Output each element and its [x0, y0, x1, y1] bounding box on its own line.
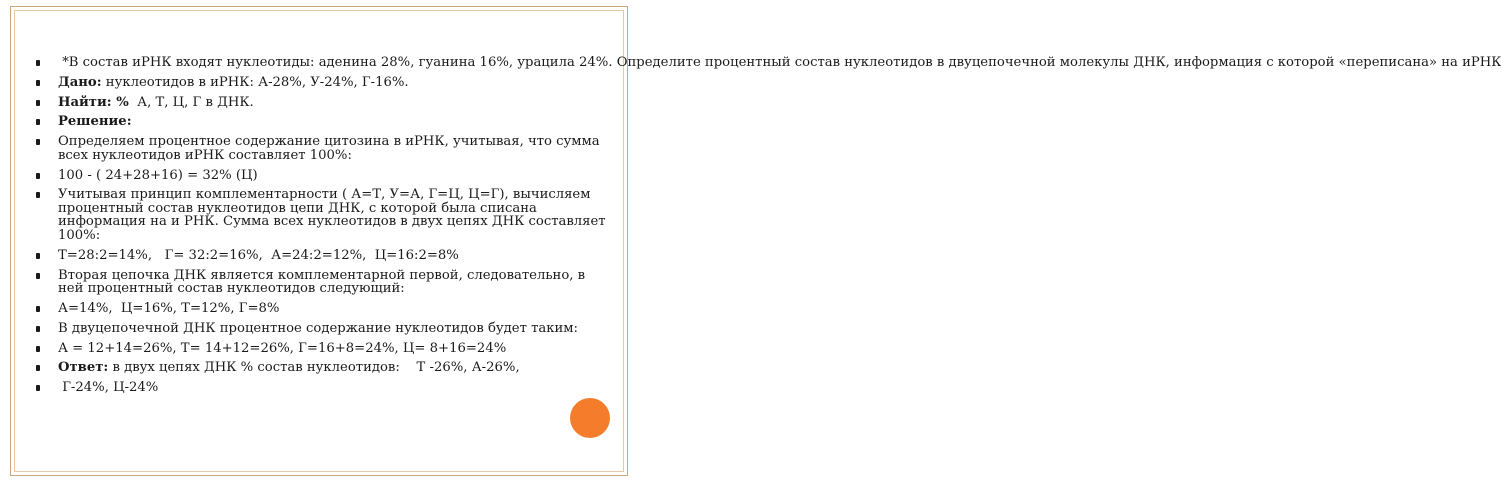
bullet-calc-2	[34, 249, 608, 263]
bullet-calc-1	[34, 169, 608, 183]
calc-4-text: А = 12+14=26%, Т= 14+12=26%, Г=16+8=24%, Ц= 8+16=24%	[58, 340, 507, 356]
calc-3-text: А=14%, Ц=16%, Т=12%, Г=8%	[58, 301, 280, 316]
bullet-given	[34, 76, 608, 90]
bullet-step-3	[34, 269, 608, 296]
step-2-text: Учитывая принцип комплементарности ( А=Т, У=А, Г=Ц, Ц=Г), вычисляем процентный состав нуклеотидов цепи ДНК, с которой была списана информация на и РНК. Сумма всех нуклеотидов в двух цепях ДНК составляет 100%:	[58, 187, 606, 244]
step-4-text: В двуцепочечной ДНК процентное содержание нуклеотидов будет таким:	[58, 320, 578, 336]
given-text: нуклеотидов в иРНК: А-28%, У-24%, Г-16%.	[101, 74, 409, 90]
bullet-calc-3	[34, 302, 608, 316]
find-label: Найти: %	[58, 94, 129, 110]
answer-text: в двух цепях ДНК % состав нуклеотидов: Т -26%, А-26%,	[108, 360, 520, 376]
bullet-calc-4	[34, 342, 608, 356]
bullet-answer	[34, 361, 608, 375]
bullet-step-2	[34, 188, 608, 242]
step-1-text: Определяем процентное содержание цитозина в иРНК, учитывая, что сумма всех нуклеотидов иРНК составляет 100%:	[58, 134, 600, 163]
calc-2-text: Т=28:2=14%, Г= 32:2=16%, А=24:2=12%, Ц=16:2=8%	[58, 247, 459, 263]
bullet-step-1	[34, 135, 608, 162]
bullet-answer-cont	[34, 381, 608, 395]
find-text: А, Т, Ц, Г в ДНК.	[128, 94, 254, 110]
bullet-task	[34, 55, 1501, 70]
bullet-solution	[34, 115, 608, 129]
bullet-list	[34, 55, 1501, 396]
step-3-text: Вторая цепочка ДНК является комплементарной первой, следовательно, в ней процентный состав нуклеотидов следующий:	[58, 267, 586, 297]
answer-cont-text: Г-24%, Ц-24%	[58, 380, 159, 396]
bullet-find	[34, 96, 608, 110]
bullet-step-4	[34, 322, 608, 336]
answer-label: Ответ:	[58, 360, 109, 376]
solution-label: Решение:	[58, 114, 132, 130]
accent-circle	[570, 398, 610, 438]
task-text: *В состав иРНК входят нуклеотиды: аденина 28%, гуанина 16%, урацила 24%. Определите процентный состав нуклеотидов в двуцепочечной молекулы ДНК, информация с которой «переписана» на иРНК	[58, 55, 1501, 70]
calc-1-text: 100 - ( 24+28+16) = 32% (Ц)	[58, 167, 258, 183]
slide-content	[34, 55, 1501, 401]
given-label: Дано:	[58, 74, 102, 90]
